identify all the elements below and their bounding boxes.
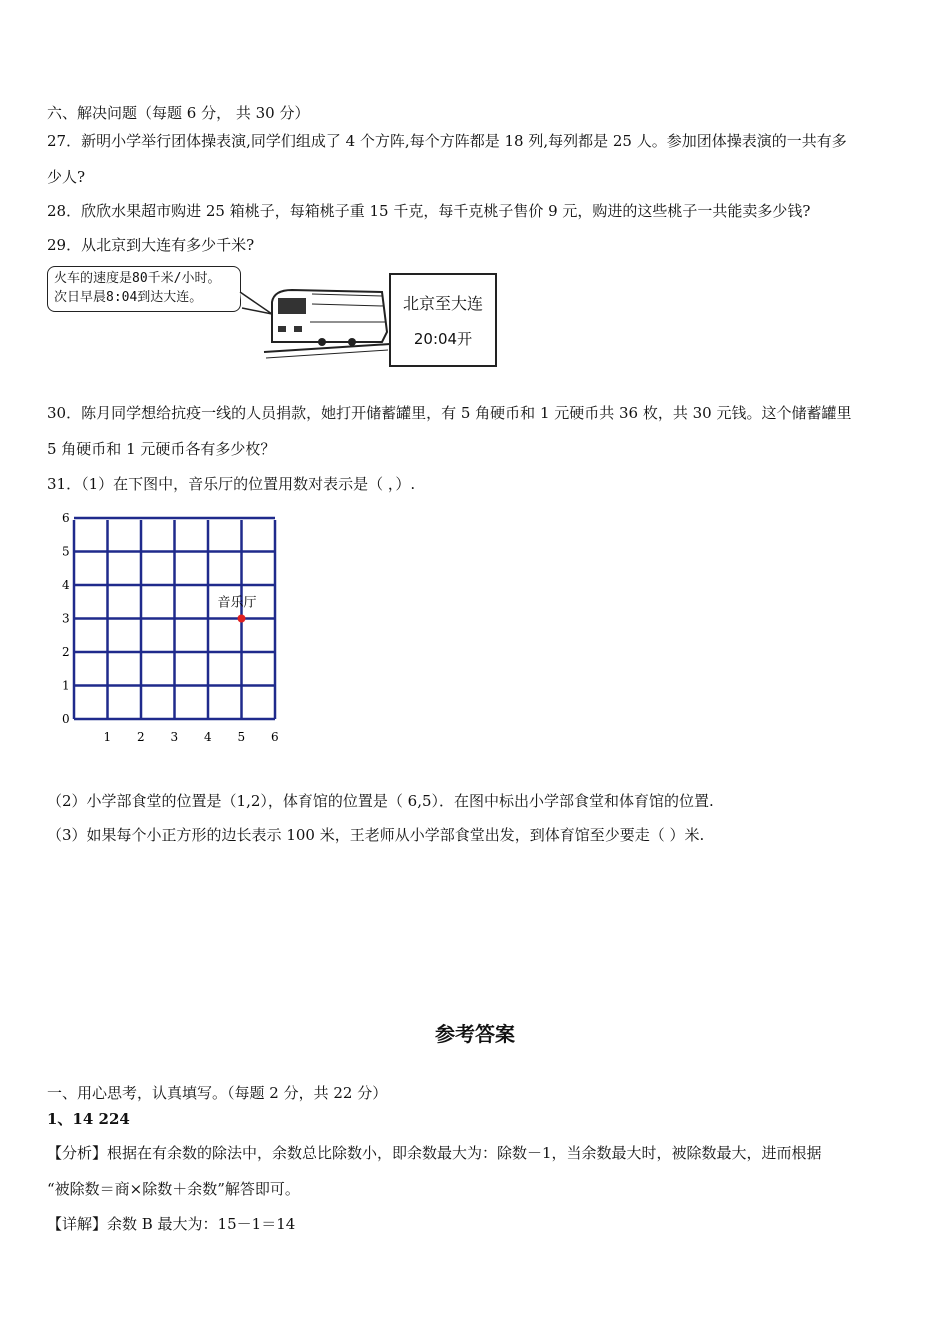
y-axis-label: 6 (62, 511, 70, 525)
question-30-line-2: 5 角硬币和 1 元硬币各有多少枚？ (47, 440, 276, 458)
answers-title: 参考答案 (435, 1022, 515, 1046)
section-6-heading: 六、解决问题（每题 6 分， 共 30 分） (47, 104, 310, 122)
station-sign (389, 273, 497, 367)
answers-section-1: 一、用心思考，认真填写。（每题 2 分，共 22 分） (47, 1084, 388, 1102)
x-axis-label: 2 (137, 730, 145, 744)
station-name: 北京至大连 (402, 294, 483, 313)
answer-1: 1、14 224 (47, 1110, 130, 1128)
x-axis-label: 3 (170, 730, 179, 744)
station-time: 20:04开 (413, 330, 473, 348)
question-27-line-2: 少人? (47, 168, 86, 186)
y-axis-label: 4 (62, 578, 70, 592)
analysis-line-2: “被除数＝商×除数＋余数”解答即可。 (47, 1180, 300, 1198)
x-axis-label: 1 (103, 730, 112, 744)
question-31-part-1: 31．（1）在下图中，音乐厅的位置用数对表示是（ ，）. (47, 475, 416, 493)
detail-line: 【详解】余数 B 最大为：15－1＝14 (47, 1215, 296, 1233)
y-axis-label: 3 (62, 611, 70, 626)
x-axis-label: 6 (271, 730, 279, 744)
x-axis-label: 4 (204, 730, 212, 744)
question-31-part-3: （3）如果每个小正方形的边长表示 100 米，王老师从小学部食堂出发，到体育馆至少要走（ ）米. (47, 826, 705, 844)
question-30-line-1: 30．陈月同学想给抗疫一线的人员捐款，她打开储蓄罐里，有 5 角硬币和 1 元硬币共 36 枚，共 30 元钱。这个储蓄罐里 (47, 404, 852, 422)
grid-labels (62, 511, 279, 744)
question-27-line-1: 27．新明小学举行团体操表演,同学们组成了 4 个方阵,每个方阵都是 18 列,每列都是 25 人。参加团体操表演的一共有多 (47, 132, 847, 150)
y-axis-label: 5 (62, 544, 70, 559)
y-axis-label: 1 (62, 678, 70, 693)
x-axis-label: 5 (237, 730, 246, 744)
question-31-part-2: （2）小学部食堂的位置是（1,2），体育馆的位置是（ 6,5）．在图中标出小学部食堂和体育馆的位置. (47, 792, 714, 810)
music-hall-label: 音乐厅 (217, 595, 257, 611)
y-axis-label: 2 (62, 645, 70, 659)
y-axis-label: 0 (62, 712, 70, 726)
train-icon (262, 282, 392, 362)
bubble-line-1: 火车的速度是80千米/小时。 (54, 271, 221, 286)
music-hall-point (238, 615, 246, 623)
analysis-line-1: 【分析】根据在有余数的除法中，余数总比除数小，即余数最大为：除数－1，当余数最大时，被除数最大，进而根据 (47, 1144, 822, 1162)
question-29: 29．从北京到大连有多少千米? (47, 236, 255, 254)
coordinate-grid (50, 505, 290, 750)
speech-bubble (47, 266, 241, 312)
bubble-line-2: 次日早晨8:04到达大连。 (54, 290, 203, 305)
question-28: 28．欣欣水果超市购进 25 箱桃子，每箱桃子重 15 千克，每千克桃子售价 9 元，购进的这些桃子一共能卖多少钱? (47, 202, 811, 220)
